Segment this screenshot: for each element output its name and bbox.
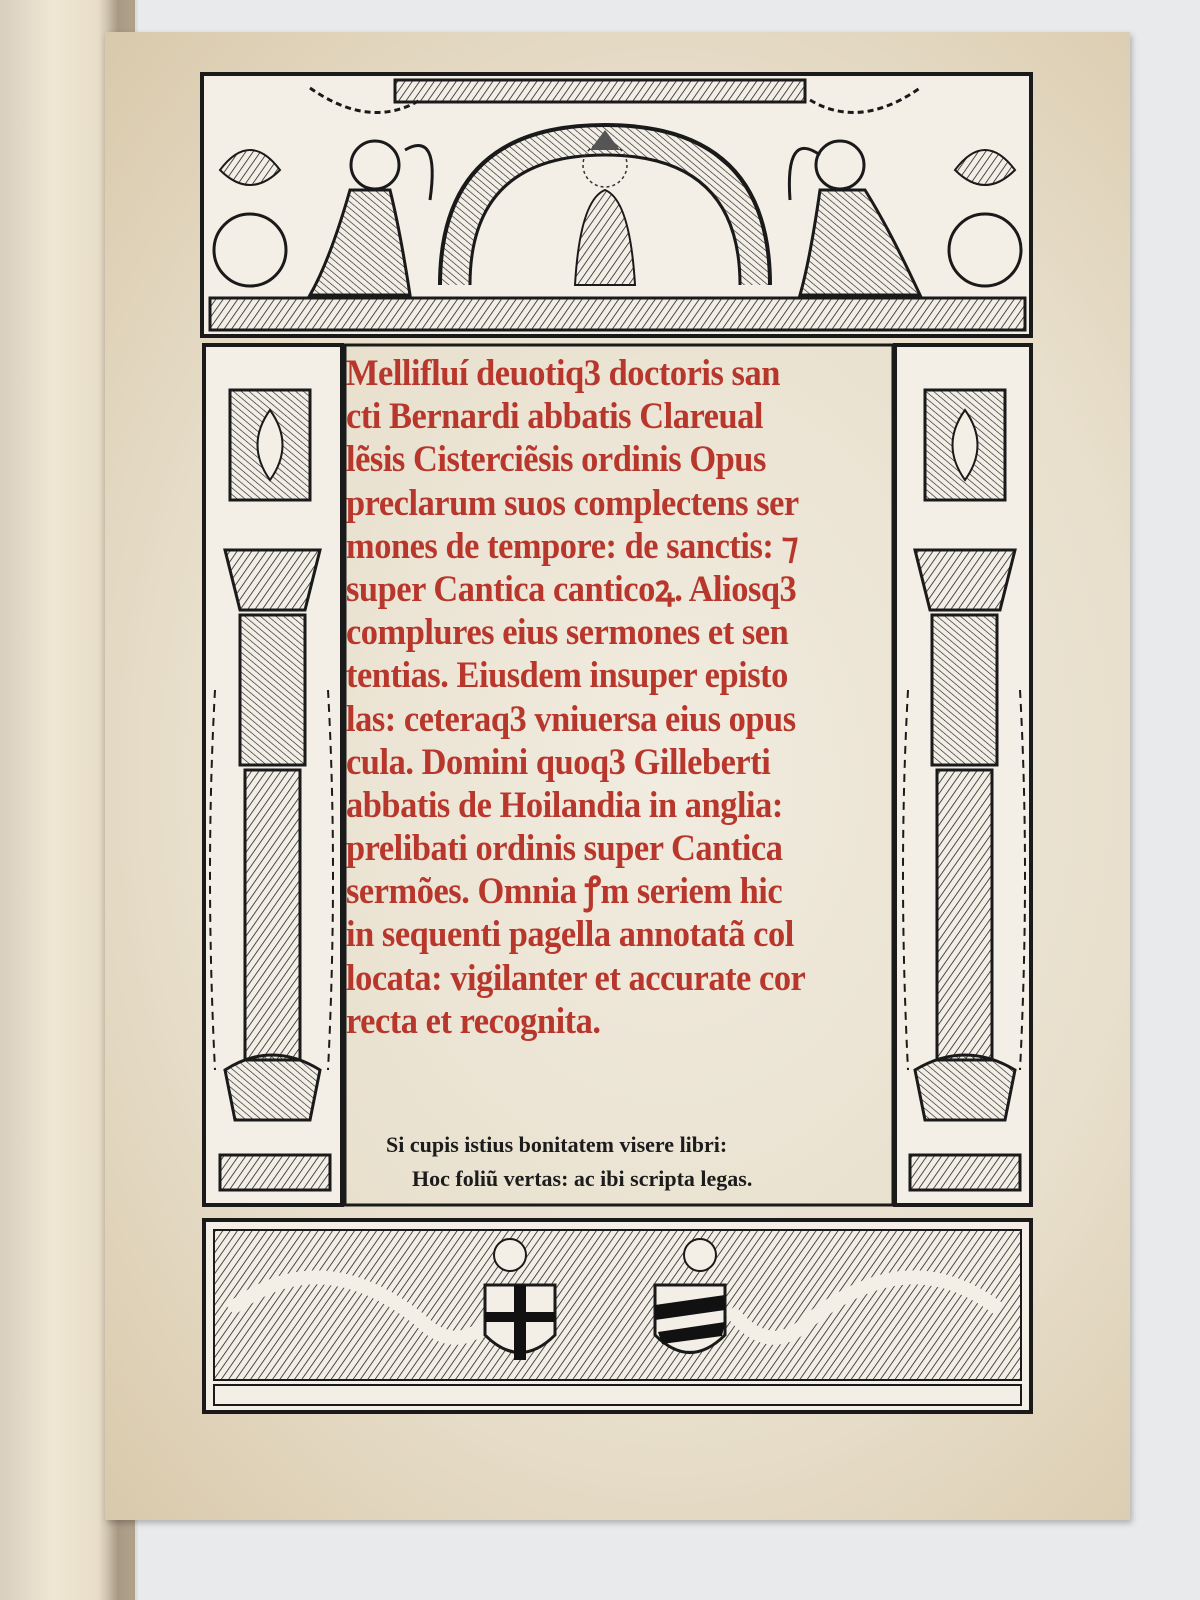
title-line: abbatis de Hoilandia in anglia: [346, 784, 783, 826]
title-line: Mellifluí deuotiq3 doctoris san [346, 353, 780, 394]
verse-line: Si cupis istius bonitatem visere libri: [386, 1132, 728, 1157]
title-line: lẽsis Cisterciẽsis ordinis Opus [346, 439, 766, 481]
title-text-red [346, 352, 902, 1043]
title-line: cula. Domini quoq3 Gilleberti [346, 741, 771, 783]
right-column [895, 345, 1031, 1205]
verse-couplet [386, 1128, 752, 1196]
vase-left [214, 214, 286, 286]
coat-of-arms-right [655, 1285, 725, 1353]
title-line: mones de tempore: de sanctis: ⁊ [346, 525, 799, 567]
title-line: sermões. Omnia ꝭm seriem hic [346, 871, 783, 913]
title-line: complures eius sermones et sen [346, 612, 789, 654]
title-line: recta et recognita. [346, 1000, 601, 1042]
bottom-panel [204, 1220, 1031, 1412]
vase-right [949, 214, 1021, 286]
title-line: preclarum suos complectens ser [346, 482, 799, 524]
title-line: super Cantica canticoꝝ. Aliosq3 [346, 568, 797, 610]
title-line: prelibati ordinis super Cantica [346, 828, 783, 870]
title-line: in sequenti pagella annotatã col [346, 914, 794, 956]
title-line: tentias. Eiusdem insuper episto [346, 655, 788, 697]
title-line: las: ceteraq3 vniuersa eius opus [346, 698, 796, 740]
title-line: locata: vigilanter et accurate cor [346, 957, 806, 999]
title-line: cti Bernardi abbatis Clareual [346, 396, 763, 438]
verse-line: Hoc foliũ vertas: ac ibi scripta legas. [412, 1166, 753, 1191]
left-column [204, 345, 342, 1205]
top-panel [202, 74, 1031, 336]
